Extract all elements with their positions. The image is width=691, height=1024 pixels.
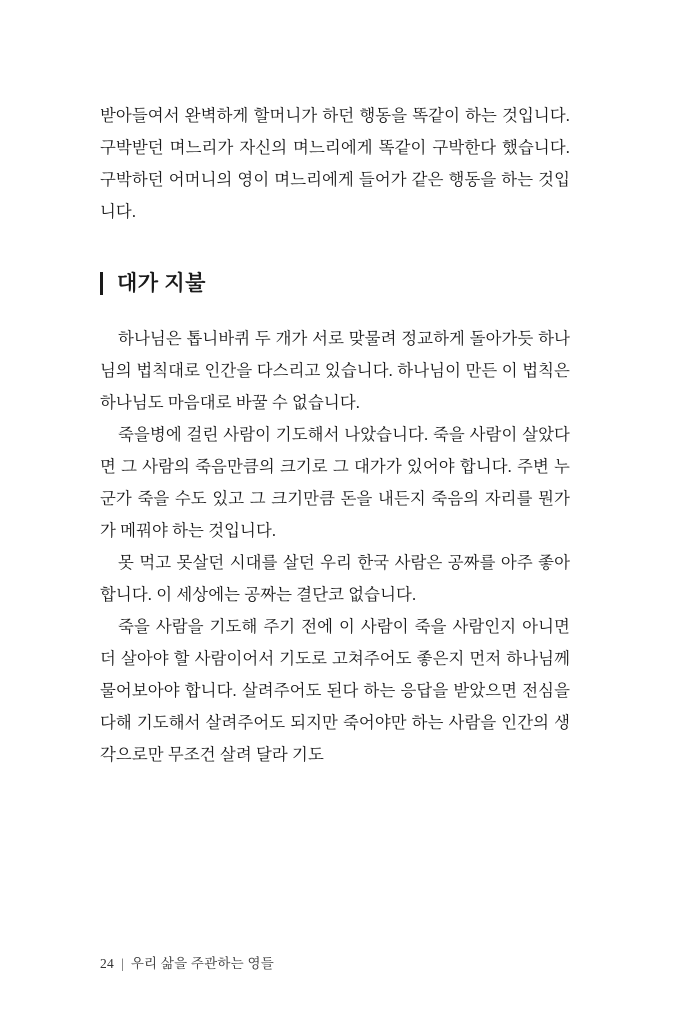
- paragraph-group-top: [100, 100, 570, 228]
- paragraph: 죽을병에 걸린 사람이 기도해서 나았습니다. 죽을 사람이 살았다면 그 사람의 죽음만큼의 크기로 그 대가가 있어야 합니다. 주변 누군가 죽을 수도 있고 그 크기만큼 돈을 내든지 죽음의 자리를 뭔가가 메꿔야 하는 것입니다.: [100, 424, 570, 540]
- page-footer: [100, 952, 274, 972]
- paragraph: 못 먹고 못살던 시대를 살던 우리 한국 사람은 공짜를 아주 좋아합니다. 이 세상에는 공짜는 결단코 없습니다.: [100, 552, 570, 604]
- page-number: 24: [100, 956, 115, 971]
- paragraph: 하나님은 톱니바퀴 두 개가 서로 맞물려 정교하게 돌아가듯 하나님의 법칙대로 인간을 다스리고 있습니다. 하나님이 만든 이 법칙은 하나님도 마음대로 바꿀 수 없습니다.: [100, 328, 570, 412]
- paragraph-group-body: [100, 323, 570, 771]
- section-heading-label: 대가 지불: [117, 270, 206, 295]
- page-content: [100, 100, 570, 771]
- paragraph: 죽을 사람을 기도해 주기 전에 이 사람이 죽을 사람인지 아니면 더 살아야 할 사람이어서 기도로 고쳐주어도 좋은지 먼저 하나님께 물어보아야 합니다. 살려주어도 된다 하는 응답을 받았으면 전심을 다해 기도해서 살려주어도 되지만 죽어야만 하는 사람을 인간의 생각으로만 무조건 살려 달라 기도: [100, 616, 570, 764]
- heading-bar-icon: [100, 272, 103, 295]
- footer-book-title: 우리 삶을 주관하는 영들: [130, 956, 274, 971]
- paragraph: 받아들여서 완벽하게 할머니가 하던 행동을 똑같이 하는 것입니다. 구박받던 며느리가 자신의 며느리에게 똑같이 구박한다 했습니다. 구박하던 어머니의 영이 며느리에게 들어가 같은 행동을 하는 것입니다.: [100, 106, 570, 221]
- footer-separator: |: [121, 956, 124, 971]
- section-heading: [100, 272, 570, 295]
